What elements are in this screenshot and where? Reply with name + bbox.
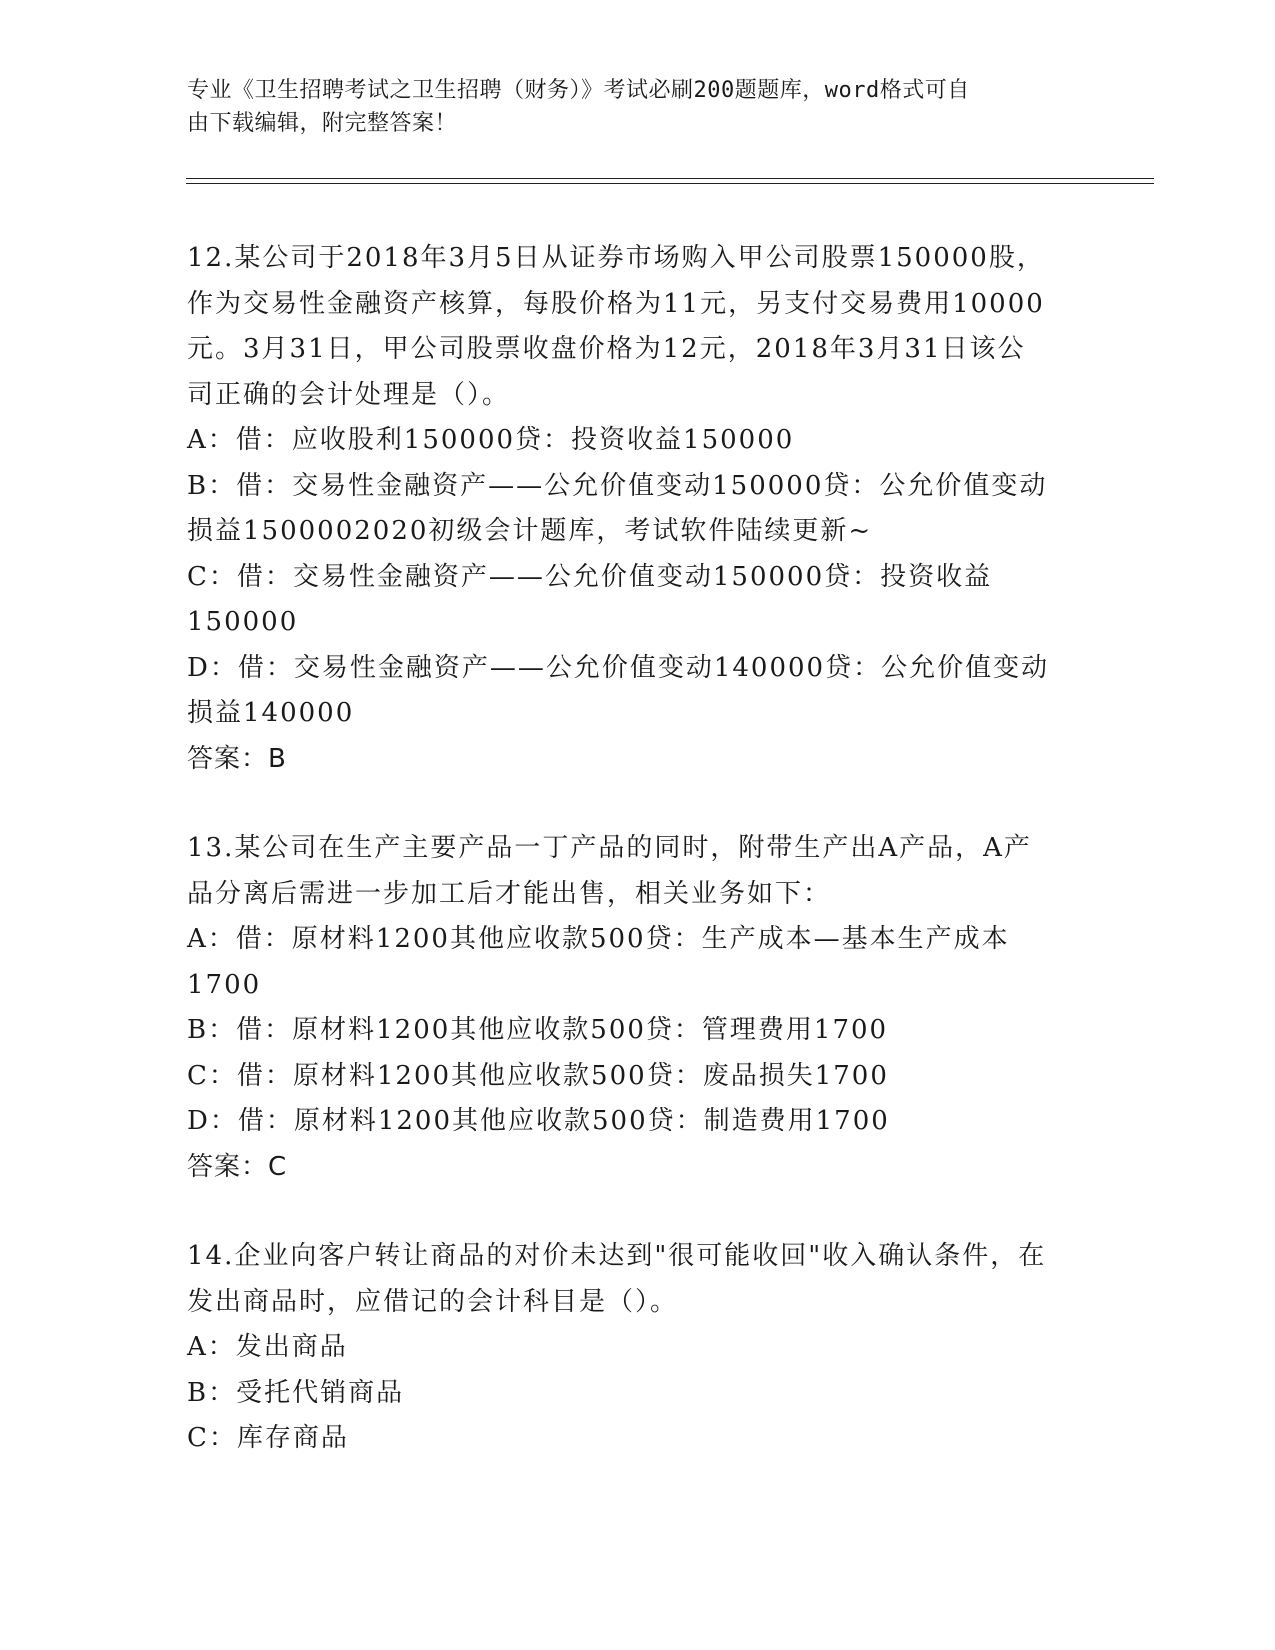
option-c: C：借：交易性金融资产——公允价值变动150000贷：投资收益 xyxy=(187,561,993,592)
option-d: D：借：交易性金融资产——公允价值变动140000贷：公允价值变动 xyxy=(187,652,1050,683)
option-d: D：借：原材料1200其他应收款500贷：制造费用1700 xyxy=(187,1106,890,1136)
header-divider-top xyxy=(186,178,1154,179)
option-a-continued: 1700 xyxy=(187,969,262,1000)
option-d-continued: 损益140000 xyxy=(187,698,355,728)
option-c-continued: 150000 xyxy=(187,607,299,637)
option-b: B：受托代销商品 xyxy=(187,1377,405,1408)
answer-label: 答案：B xyxy=(187,743,287,774)
option-c: C：借：原材料1200其他应收款500贷：废品损失1700 xyxy=(187,1060,889,1091)
header-divider-bottom xyxy=(186,183,1154,184)
header-line-2: 由下载编辑，附完整答案！ xyxy=(187,111,458,136)
question-stem-line: 司正确的会计处理是（）。 xyxy=(187,379,511,410)
question-list xyxy=(187,236,1077,1462)
question-stem-line: 12.某公司于2018年3月5日从证券市场购入甲公司股票150000股， xyxy=(187,243,1045,273)
question-13 xyxy=(187,826,1077,1190)
answer-label: 答案：C xyxy=(187,1151,288,1182)
question-spacer xyxy=(187,782,1077,826)
document-header xyxy=(187,74,1067,140)
option-a: A：发出商品 xyxy=(187,1332,348,1362)
question-stem-line: 作为交易性金融资产核算，每股价格为11元，另支付交易费用10000 xyxy=(187,288,1045,319)
option-b: B：借：交易性金融资产——公允价值变动150000贷：公允价值变动 xyxy=(187,470,1048,501)
header-line-1: 专业《卫生招聘考试之卫生招聘（财务）》考试必刷200题题库，word格式可自 xyxy=(187,78,970,103)
question-stem-line: 14.企业向客户转让商品的对价未达到"很可能收回"收入确认条件，在 xyxy=(187,1241,1047,1271)
question-14 xyxy=(187,1234,1077,1462)
option-a: A：借：应收股利150000贷：投资收益150000 xyxy=(187,425,795,455)
option-b-continued: 损益1500002020初级会计题库，考试软件陆续更新~ xyxy=(187,516,873,546)
option-b: B：借：原材料1200其他应收款500贷：管理费用1700 xyxy=(187,1015,889,1045)
question-stem-line: 13.某公司在生产主要产品一丁产品的同时，附带生产出A产品，A产 xyxy=(187,833,1032,863)
question-stem-line: 品分离后需进一步加工后才能出售，相关业务如下： xyxy=(187,878,832,909)
option-c: C：库存商品 xyxy=(187,1423,349,1453)
question-stem-line: 发出商品时，应借记的会计科目是（）。 xyxy=(187,1286,679,1317)
question-12 xyxy=(187,236,1077,782)
option-a: A：借：原材料1200其他应收款500贷：生产成本—基本生产成本 xyxy=(187,924,1010,954)
question-stem-line: 元。3月31日，甲公司股票收盘价格为12元，2018年3月31日该公 xyxy=(187,334,1026,364)
question-spacer xyxy=(187,1190,1077,1234)
